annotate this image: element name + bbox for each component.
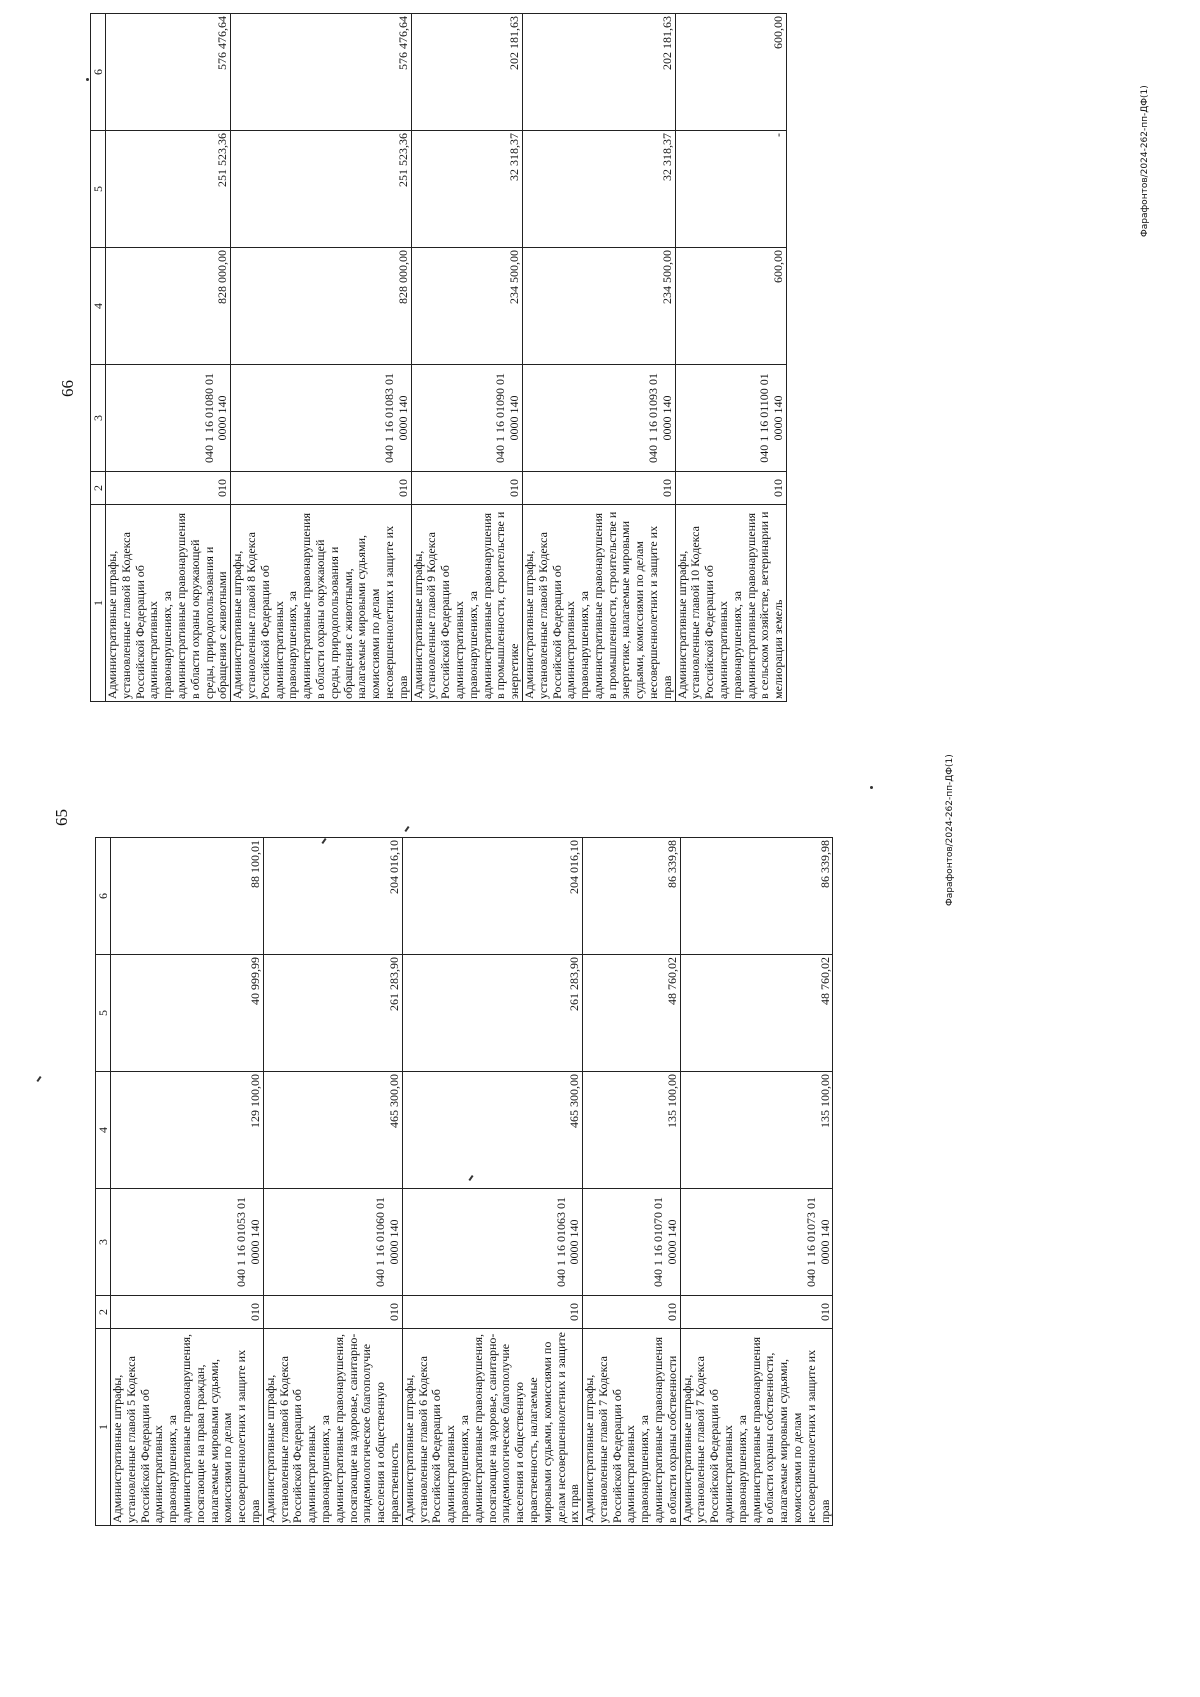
row-name: Административные штрафы, установленные главой 6 Кодекса Российской Федерации об административных правонарушениях, за административные правонарушения, посягающие на здоровье, санитарно-эпидемиологическое благополучие населения и общественную нравственность, налагаемые мировыми судьями, комиссиями по делам несовершеннолетних и защите их прав — [402, 1329, 582, 1526]
budget-table — [95, 837, 833, 1526]
budget-table — [90, 13, 787, 702]
row-col-6: 204 016,10 — [263, 838, 402, 955]
header-col-4: 4 — [96, 1072, 111, 1189]
row-col-6: 204 016,10 — [402, 838, 582, 955]
header-col-3: 3 — [91, 365, 106, 472]
row-code: 010 — [231, 472, 411, 505]
row-col-6: 86 339,98 — [583, 838, 681, 955]
row-code: 010 — [106, 472, 231, 505]
row-col-4: 234 500,00 — [522, 248, 675, 365]
row-col-5: 251 523,36 — [231, 131, 411, 248]
row-col-6: 202 181,63 — [411, 14, 522, 131]
row-col-6: 202 181,63 — [522, 14, 675, 131]
row-code: 010 — [411, 472, 522, 505]
row-name: Административные штрафы, установленные главой 5 Кодекса Российской Федерации об административных правонарушениях, за административные правонарушения, посягающие на права граждан, налагаемые мировыми судьями, комиссиями по делам несовершеннолетних и защите их прав — [111, 1329, 264, 1526]
header-col-5: 5 — [91, 131, 106, 248]
header-col-1: 1 — [91, 505, 106, 702]
table-row — [263, 838, 402, 1526]
table-row — [680, 838, 833, 1526]
row-kbk: 040 1 16 01053 01 0000 140 — [111, 1189, 264, 1296]
header-col-6: 6 — [96, 838, 111, 955]
row-name: Административные штрафы, установленные главой 6 Кодекса Российской Федерации об административных правонарушениях, за административные правонарушения, посягающие на здоровье, санитарно-эпидемиологическое благополучие населения и общественную нравственность — [263, 1329, 402, 1526]
row-name: Административные штрафы, установленные главой 7 Кодекса Российской Федерации об административных правонарушениях, за административные правонарушения в области охраны собственности, налагаемые мировыми судьями, комиссиями по делам несовершеннолетних и защите их прав — [680, 1329, 833, 1526]
row-kbk: 040 1 16 01083 01 0000 140 — [231, 365, 411, 472]
row-col-5: 48 760,02 — [680, 955, 833, 1072]
table-row — [106, 14, 231, 702]
row-col-4: 129 100,00 — [111, 1072, 264, 1189]
table-row — [231, 14, 411, 702]
row-kbk: 040 1 16 01090 01 0000 140 — [411, 365, 522, 472]
scan-speck — [870, 786, 873, 789]
row-name: Административные штрафы, установленные главой 9 Кодекса Российской Федерации об административных правонарушениях, за административные правонарушения в промышленности, строительстве и энергетике, налагаемые мировыми судьями, комиссиями по делам несовершеннолетних и защите их прав — [522, 505, 675, 702]
row-name: Административные штрафы, установленные главой 7 Кодекса Российской Федерации об административных правонарушениях, за административные правонарушения в области охраны собственности — [583, 1329, 681, 1526]
row-col-5: 261 283,90 — [263, 955, 402, 1072]
table-row — [675, 14, 786, 702]
header-col-6: 6 — [91, 14, 106, 131]
row-col-4: 465 300,00 — [263, 1072, 402, 1189]
row-name: Административные штрафы, установленные главой 8 Кодекса Российской Федерации об административных правонарушениях, за административные правонарушения в области охраны окружающей среды, природопользования и обращения с животными — [106, 505, 231, 702]
table-header-row — [96, 838, 111, 1526]
row-code: 010 — [402, 1296, 582, 1329]
table-row — [411, 14, 522, 702]
row-col-6: 576 476,64 — [231, 14, 411, 131]
table-header-row — [91, 14, 106, 702]
row-kbk: 040 1 16 01063 01 0000 140 — [402, 1189, 582, 1296]
page-number: 66 — [58, 380, 77, 397]
row-kbk: 040 1 16 01060 01 0000 140 — [263, 1189, 402, 1296]
table-row — [402, 838, 582, 1526]
row-col-6: 576 476,64 — [106, 14, 231, 131]
row-code: 010 — [675, 472, 786, 505]
row-col-4: 600,00 — [675, 248, 786, 365]
page-footer: Фарафонтов/2024-262-пп-ДФ(1) — [945, 754, 955, 906]
row-code: 010 — [522, 472, 675, 505]
row-kbk: 040 1 16 01093 01 0000 140 — [522, 365, 675, 472]
row-col-4: 828 000,00 — [231, 248, 411, 365]
row-col-4: 828 000,00 — [106, 248, 231, 365]
header-col-2: 2 — [91, 472, 106, 505]
header-col-4: 4 — [91, 248, 106, 365]
row-col-5: 32 318,37 — [411, 131, 522, 248]
scan-speck — [86, 78, 89, 81]
row-code: 010 — [680, 1296, 833, 1329]
row-name: Административные штрафы, установленные главой 10 Кодекса Российской Федерации об административных правонарушениях, за административные правонарушения в сельском хозяйстве, ветеринарии и мелиорации земель — [675, 505, 786, 702]
table-row — [111, 838, 264, 1526]
row-col-6: 86 339,98 — [680, 838, 833, 955]
page-66 — [0, 0, 1150, 797]
table-row — [522, 14, 675, 702]
row-name: Административные штрафы, установленные главой 9 Кодекса Российской Федерации об административных правонарушениях, за административные правонарушения в промышленности, строительстве и энергетике — [411, 505, 522, 702]
row-col-4: 234 500,00 — [411, 248, 522, 365]
row-code: 010 — [583, 1296, 681, 1329]
row-kbk: 040 1 16 01080 01 0000 140 — [106, 365, 231, 472]
row-col-6: 88 100,01 — [111, 838, 264, 955]
header-col-2: 2 — [96, 1296, 111, 1329]
page-number: 65 — [52, 809, 71, 826]
row-name: Административные штрафы, установленные главой 8 Кодекса Российской Федерации об административных правонарушениях, за административные правонарушения в области охраны окружающей среды, природопользования и обращения с животными, налагаемые мировыми судьями, комиссиями по делам несовершеннолетних и защите их прав — [231, 505, 411, 702]
row-code: 010 — [111, 1296, 264, 1329]
row-kbk: 040 1 16 01073 01 0000 140 — [680, 1189, 833, 1296]
header-col-1: 1 — [96, 1329, 111, 1526]
header-col-5: 5 — [96, 955, 111, 1072]
row-kbk: 040 1 16 01070 01 0000 140 — [583, 1189, 681, 1296]
row-col-4: 135 100,00 — [583, 1072, 681, 1189]
row-col-5: - — [675, 131, 786, 248]
row-kbk: 040 1 16 01100 01 0000 140 — [675, 365, 786, 472]
row-col-5: 32 318,37 — [522, 131, 675, 248]
row-col-5: 48 760,02 — [583, 955, 681, 1072]
page-footer: Фарафонтов/2024-262-пп-ДФ(1) — [1140, 85, 1150, 237]
row-col-5: 261 283,90 — [402, 955, 582, 1072]
row-col-5: 251 523,36 — [106, 131, 231, 248]
row-col-6: 600,00 — [675, 14, 786, 131]
row-code: 010 — [263, 1296, 402, 1329]
table-row — [583, 838, 681, 1526]
row-col-4: 135 100,00 — [680, 1072, 833, 1189]
row-col-4: 465 300,00 — [402, 1072, 582, 1189]
header-col-3: 3 — [96, 1189, 111, 1296]
row-col-5: 40 999,99 — [111, 955, 264, 1072]
